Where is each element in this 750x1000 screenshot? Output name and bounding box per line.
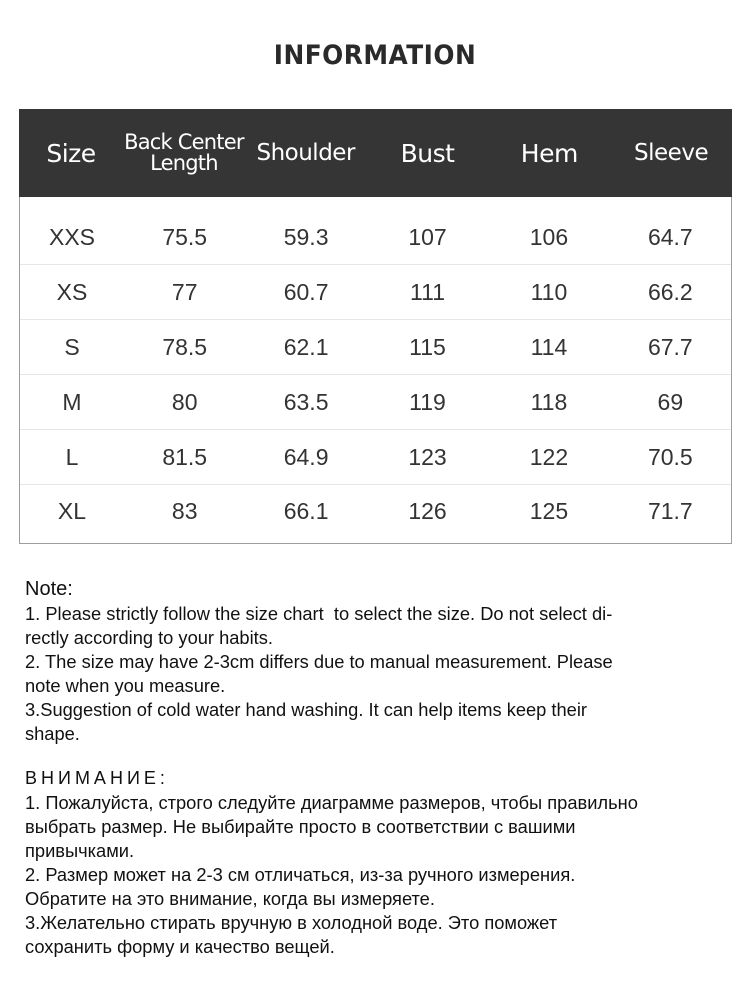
note-line: 2. The size may have 2-3cm differs due to manual measurement. Please <box>25 651 613 672</box>
cell-hem: 106 <box>529 223 569 250</box>
cell-back-center-length: 81.5 <box>162 443 208 470</box>
note-line: Обратите на это внимание, когда вы измеряете. <box>25 888 435 909</box>
cell-shoulder: 64.9 <box>283 443 329 470</box>
note-line: выбрать размер. Не выбирайте просто в соответствии с вашими <box>25 816 576 837</box>
cell-hem: 118 <box>530 388 568 415</box>
table-row <box>20 430 731 485</box>
note-line: сохранить форму и качество вещей. <box>25 936 335 957</box>
note-line: shape. <box>25 723 80 744</box>
cell-sleeve: 66.2 <box>647 278 693 305</box>
column-header-hem: Hem <box>520 138 578 168</box>
note-line: привычками. <box>25 840 135 861</box>
column-header-bust: Bust <box>400 138 455 168</box>
cell-size: XS <box>56 278 88 305</box>
size-chart-table <box>19 109 732 544</box>
cell-shoulder: 60.7 <box>283 278 329 305</box>
cell-size: XXS <box>48 223 96 250</box>
cell-back-center-length: 77 <box>171 278 198 305</box>
cell-size: M <box>62 388 82 415</box>
table-header <box>19 109 732 197</box>
cell-shoulder: 66.1 <box>283 497 329 524</box>
cell-sleeve: 70.5 <box>647 443 693 470</box>
cell-size: XL <box>57 497 87 524</box>
column-header-sleeve: Sleeve <box>634 140 709 166</box>
cell-sleeve: 67.7 <box>647 333 693 360</box>
note-line: 2. Размер может на 2-3 см отличаться, из-за ручного измерения. <box>25 864 576 885</box>
cell-shoulder: 59.3 <box>283 223 329 250</box>
cell-back-center-length: 78.5 <box>162 333 208 360</box>
cell-back-center-length: 83 <box>171 497 198 524</box>
note-line: 3.Suggestion of cold water hand washing. It can help items keep their <box>25 699 587 720</box>
column-header-back-center-length <box>123 109 245 197</box>
cell-hem: 122 <box>529 443 569 470</box>
column-header-shoulder: Shoulder <box>256 140 355 166</box>
note-line: rectly according to your habits. <box>25 627 273 648</box>
cell-sleeve: 64.7 <box>647 223 693 250</box>
cell-hem: 110 <box>530 278 568 305</box>
table-row <box>20 265 731 320</box>
cell-bust: 123 <box>408 443 447 470</box>
cell-sleeve: 71.7 <box>647 497 693 524</box>
cell-shoulder: 62.1 <box>283 333 329 360</box>
cell-back-center-length: 80 <box>171 388 198 415</box>
cell-size: S <box>64 333 80 360</box>
cell-hem: 125 <box>529 497 569 524</box>
notes-russian <box>25 767 735 959</box>
table-row <box>20 375 731 430</box>
note-line: 1. Пожалуйста, строго следуйте диаграмме размеров, чтобы правильно <box>25 792 638 813</box>
page-title: INFORMATION <box>273 40 477 71</box>
column-header-line: Length <box>150 151 218 175</box>
cell-bust: 107 <box>408 223 447 250</box>
table-row <box>20 320 731 375</box>
note-line: note when you measure. <box>25 675 226 696</box>
notes-heading: Note: <box>25 578 73 600</box>
cell-bust: 126 <box>408 497 447 524</box>
column-header-size: Size <box>46 138 96 168</box>
cell-sleeve: 69 <box>657 388 684 415</box>
cell-bust: 111 <box>410 278 445 305</box>
cell-back-center-length: 75.5 <box>162 223 208 250</box>
cell-shoulder: 63.5 <box>283 388 329 415</box>
table-row <box>20 485 731 537</box>
cell-bust: 115 <box>409 333 446 360</box>
cell-bust: 119 <box>409 388 446 415</box>
note-line: 1. Please strictly follow the size chart to select the size. Do not select di- <box>25 603 613 624</box>
cell-size: L <box>65 443 79 470</box>
column-header-line: Back Center <box>124 130 244 154</box>
notes-english <box>25 577 735 746</box>
table-body <box>20 197 731 543</box>
notes-heading-russian: ВНИМАНИЕ: <box>25 768 169 788</box>
note-line: 3.Желательно стирать вручную в холодной воде. Это поможет <box>25 912 558 933</box>
table-row <box>20 210 731 265</box>
cell-hem: 114 <box>530 333 568 360</box>
